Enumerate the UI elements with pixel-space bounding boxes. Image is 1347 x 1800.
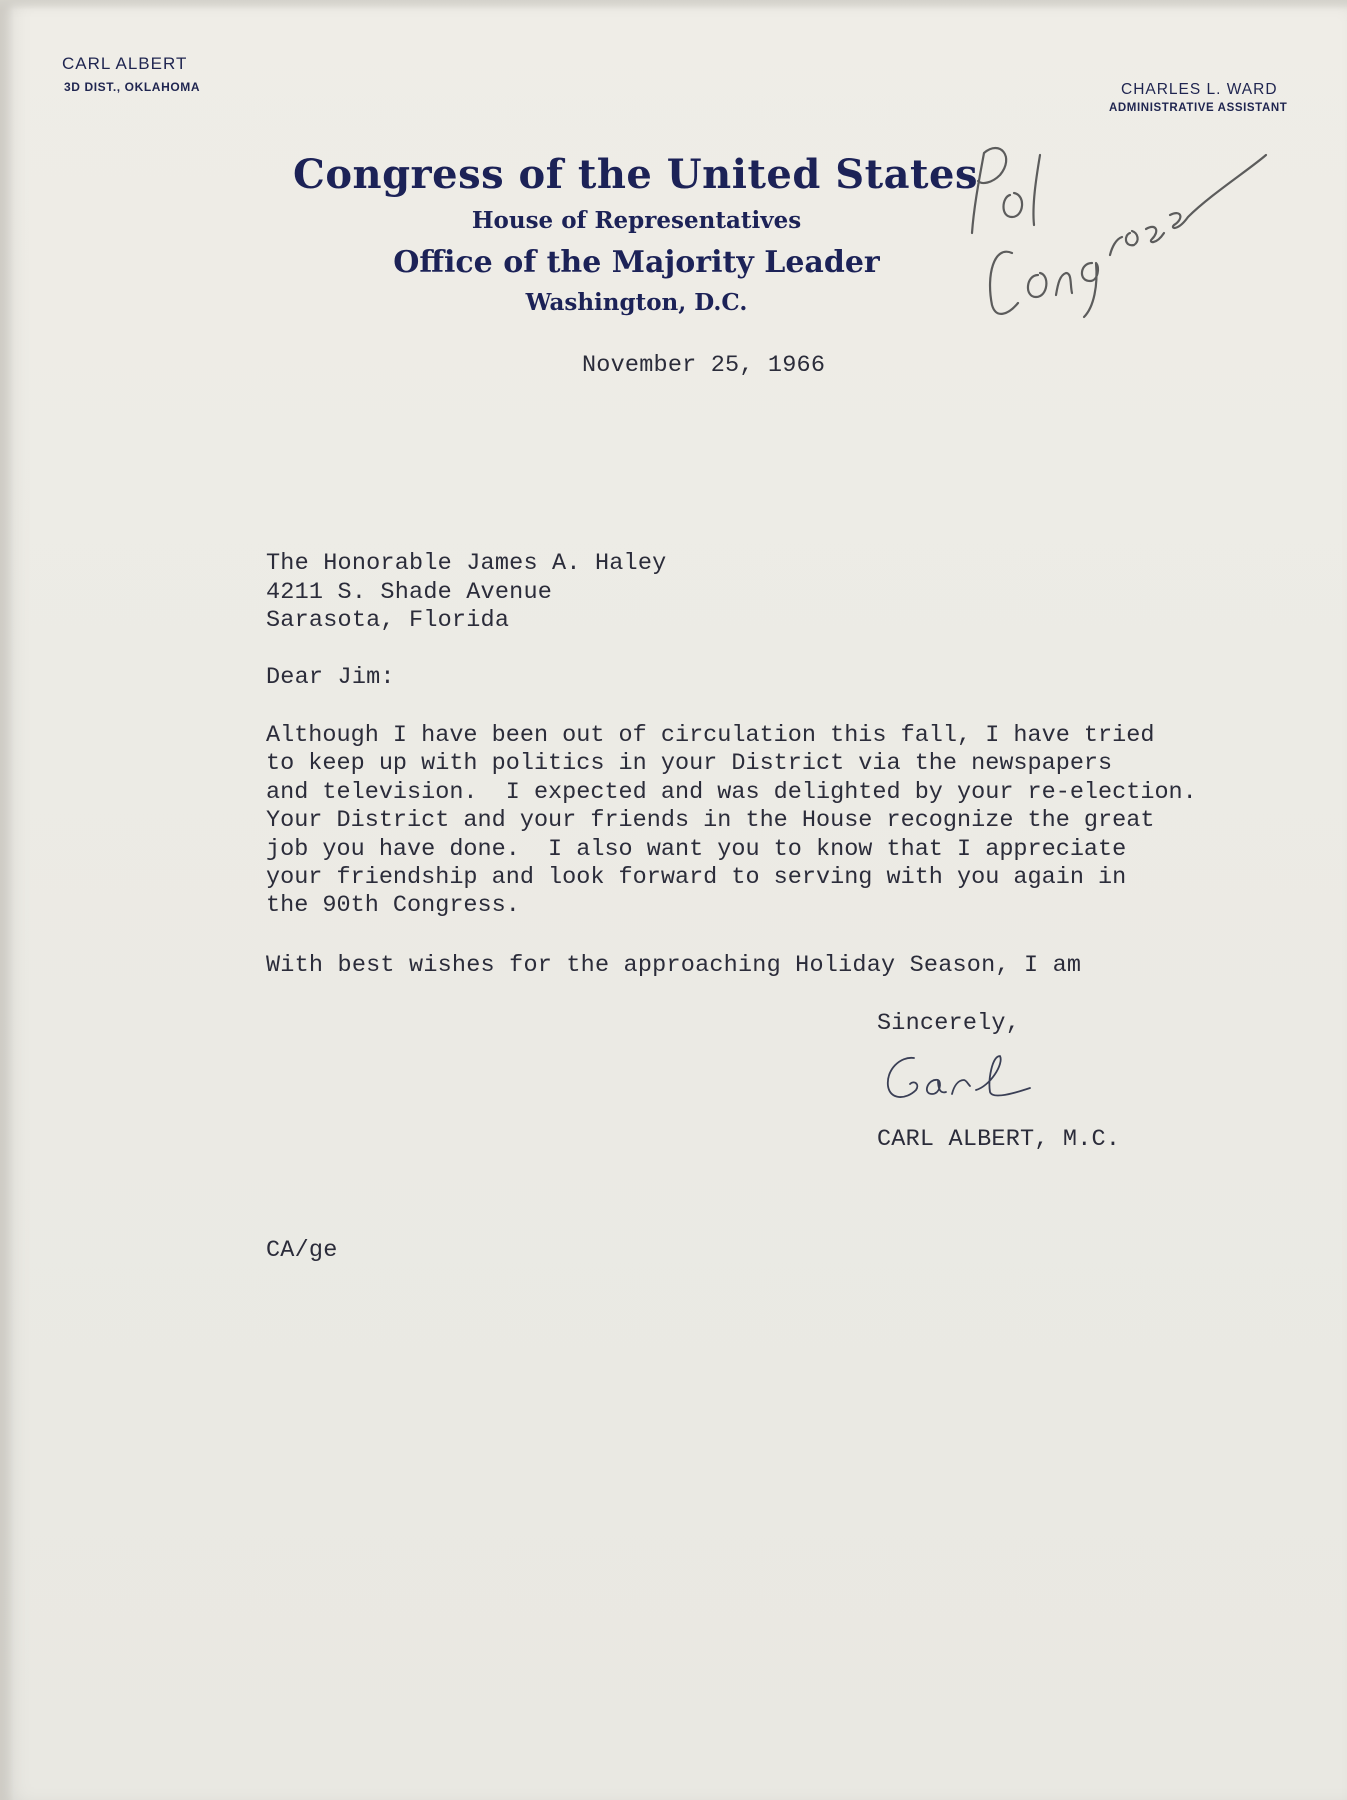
- salutation: Dear Jim:: [266, 664, 395, 691]
- body-line: Although I have been out of circulation this fall, I have tried: [266, 722, 1155, 749]
- signer-name: CARL ALBERT, M.C.: [877, 1126, 1121, 1153]
- body-line: and television. I expected and was delighted by your re-election.: [266, 778, 1197, 806]
- letter-date: November 25, 1966: [582, 352, 826, 379]
- closing-paragraph: With best wishes for the approaching Holiday Season, I am: [266, 952, 1082, 979]
- recipient-line-2: 4211 S. Shade Avenue: [266, 579, 553, 606]
- complimentary-close: Sincerely,: [877, 1010, 1021, 1037]
- body-line: to keep up with politics in your District via the newspapers: [266, 750, 1113, 778]
- body-line: your friendship and look forward to serving with you again in: [266, 864, 1127, 892]
- right-header-title: ADMINISTRATIVE ASSISTANT: [1109, 102, 1288, 114]
- body-line: job you have done. I also want you to know that I appreciate: [266, 835, 1127, 863]
- body-line: Your District and your friends in the House recognize the great: [266, 807, 1155, 835]
- letterhead-subtitle: House of Representatives: [471, 207, 802, 234]
- reference-initials: CA/ge: [266, 1237, 338, 1264]
- left-header-district: 3D DIST., OKLAHOMA: [64, 80, 201, 94]
- recipient-line-3: Sarasota, Florida: [266, 607, 510, 634]
- right-header-name: CHARLES L. WARD: [1121, 81, 1278, 98]
- signature-graphic: [880, 1050, 1060, 1110]
- left-header-name: CARL ALBERT: [62, 54, 188, 73]
- body-paragraph: [266, 722, 1246, 921]
- paper-top-shadow: [0, 0, 1347, 10]
- body-line: the 90th Congress.: [266, 892, 520, 920]
- recipient-line-1: The Honorable James A. Haley: [266, 550, 667, 577]
- letterhead-location: Washington, D.C.: [525, 289, 748, 316]
- letterhead-office: Office of the Majority Leader: [393, 245, 880, 280]
- letterhead-title: Congress of the United States: [292, 151, 978, 198]
- pencil-annotation-graphic: [960, 135, 1280, 335]
